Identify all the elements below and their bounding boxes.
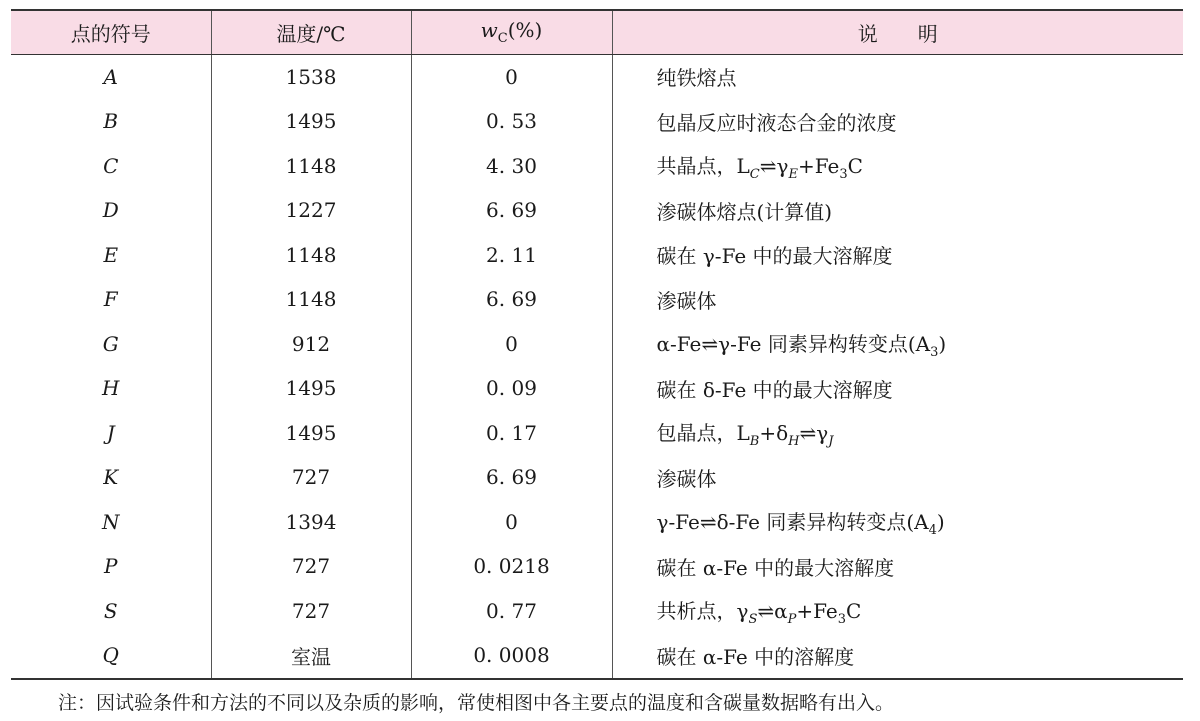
temperature-cell: 1538 — [211, 54, 411, 99]
description-cell: 碳在 α-Fe 中的溶解度 — [612, 633, 1183, 679]
table-row — [11, 589, 1183, 634]
description-cell: 渗碳体 — [612, 455, 1183, 500]
table-row — [11, 54, 1183, 99]
temperature-cell: 室温 — [211, 633, 411, 679]
temperature-cell: 727 — [211, 544, 411, 589]
desc-text: ) — [936, 509, 945, 534]
description-cell: 碳在 δ-Fe 中的最大溶解度 — [612, 366, 1183, 411]
description-cell: 包晶反应时液态合金的浓度 — [612, 99, 1183, 144]
header-description: 说 明 — [612, 10, 1183, 54]
table-row — [11, 500, 1183, 545]
description-cell — [612, 500, 1183, 545]
description-cell: 渗碳体 — [612, 277, 1183, 322]
carbon-content-cell: 0. 77 — [411, 589, 612, 634]
carbon-content-cell: 0. 53 — [411, 99, 612, 144]
temperature-cell: 1394 — [211, 500, 411, 545]
description-cell — [612, 144, 1183, 189]
desc-text: ⇌α — [757, 598, 788, 623]
description-cell: 渗碳体熔点(计算值) — [612, 188, 1183, 233]
carbon-content-cell: 0. 0218 — [411, 544, 612, 589]
desc-subscript: E — [788, 166, 798, 182]
temperature-cell: 1495 — [211, 411, 411, 456]
description-cell: 碳在 α-Fe 中的最大溶解度 — [612, 544, 1183, 589]
description-cell: 碳在 γ-Fe 中的最大溶解度 — [612, 233, 1183, 278]
table-row — [11, 544, 1183, 589]
desc-text: +δ — [759, 420, 789, 445]
description-cell — [612, 322, 1183, 367]
point-symbol-cell: B — [103, 109, 119, 134]
temperature-cell: 1148 — [211, 144, 411, 189]
table-row — [11, 188, 1183, 233]
desc-text: C — [846, 598, 862, 623]
temperature-cell: 1148 — [211, 277, 411, 322]
header-wc-unit: (%) — [507, 18, 543, 43]
header-carbon-content — [411, 10, 612, 54]
desc-text: +Fe — [797, 153, 840, 178]
point-symbol-cell: S — [103, 598, 118, 623]
fe-c-diagram-points-table — [11, 9, 1183, 680]
desc-text: C — [847, 153, 863, 178]
point-symbol-cell: C — [103, 153, 119, 178]
desc-subscript: 3 — [839, 166, 848, 182]
carbon-content-cell: 6. 69 — [411, 277, 612, 322]
carbon-content-cell: 4. 30 — [411, 144, 612, 189]
carbon-content-cell: 0. 0008 — [411, 633, 612, 679]
table-row — [11, 411, 1183, 456]
desc-text: 共析点，γ — [656, 598, 749, 623]
description-cell — [612, 589, 1183, 634]
table-row — [11, 233, 1183, 278]
carbon-content-cell: 0. 09 — [411, 366, 612, 411]
desc-text: +Fe — [796, 598, 838, 623]
desc-subscript: S — [748, 611, 758, 627]
carbon-content-cell: 0 — [411, 500, 612, 545]
table-row — [11, 99, 1183, 144]
carbon-content-cell: 0 — [411, 54, 612, 99]
point-symbol-cell: F — [103, 287, 118, 312]
table-header-row — [11, 10, 1183, 54]
desc-subscript: J — [828, 433, 834, 449]
point-symbol-cell: Q — [11, 633, 211, 679]
desc-text: ⇌γ — [799, 420, 829, 445]
header-wc-sub: C — [497, 31, 508, 47]
desc-subscript: B — [749, 433, 760, 449]
desc-subscript: P — [787, 611, 797, 627]
carbon-content-cell: 6. 69 — [411, 455, 612, 500]
desc-text: ) — [938, 331, 947, 356]
desc-text: 共晶点，L — [656, 153, 750, 178]
table-row — [11, 144, 1183, 189]
desc-text: 包晶点，L — [656, 420, 750, 445]
description-cell — [612, 411, 1183, 456]
point-symbol-cell: J — [106, 420, 115, 445]
desc-subscript: H — [788, 433, 800, 449]
point-symbol-cell: H — [102, 376, 120, 401]
table-row — [11, 633, 1183, 679]
point-symbol-cell: D — [102, 198, 119, 223]
table-row — [11, 455, 1183, 500]
temperature-cell: 1495 — [211, 366, 411, 411]
point-symbol-cell: N — [102, 509, 120, 534]
desc-subscript: 3 — [837, 611, 847, 627]
desc-subscript: 4 — [928, 522, 937, 538]
description-cell: 纯铁熔点 — [612, 54, 1183, 99]
point-symbol-cell: G — [102, 331, 119, 356]
temperature-cell: 1495 — [211, 99, 411, 144]
carbon-content-cell: 0 — [411, 322, 612, 367]
table-row — [11, 366, 1183, 411]
desc-text: ⇌γ — [759, 153, 789, 178]
header-point-symbol: 点的符号 — [11, 10, 211, 54]
temperature-cell: 912 — [211, 322, 411, 367]
point-symbol-cell: E — [103, 242, 119, 267]
temperature-cell: 1148 — [211, 233, 411, 278]
table-footnote: 注：因试验条件和方法的不同以及杂质的影响，常使相图中各主要点的温度和含碳量数据略有出入。 — [58, 692, 895, 714]
point-symbol-cell: A — [103, 64, 118, 89]
desc-text: α-Fe⇌γ-Fe 同素异构转变点(A — [656, 331, 931, 356]
header-temperature: 温度/℃ — [211, 10, 411, 54]
carbon-content-cell: 0. 17 — [411, 411, 612, 456]
table-row — [11, 277, 1183, 322]
point-symbol-cell: P — [104, 554, 118, 579]
header-wc-w: w — [480, 18, 498, 43]
desc-subscript: 3 — [930, 344, 939, 360]
temperature-cell: 1227 — [211, 188, 411, 233]
point-symbol-cell: K — [103, 465, 119, 490]
temperature-cell: 727 — [211, 455, 411, 500]
desc-text: γ-Fe⇌δ-Fe 同素异构转变点(A — [656, 509, 929, 534]
temperature-cell: 727 — [211, 589, 411, 634]
desc-subscript: C — [749, 166, 760, 182]
carbon-content-cell: 6. 69 — [411, 188, 612, 233]
table-row — [11, 322, 1183, 367]
carbon-content-cell: 2. 11 — [411, 233, 612, 278]
